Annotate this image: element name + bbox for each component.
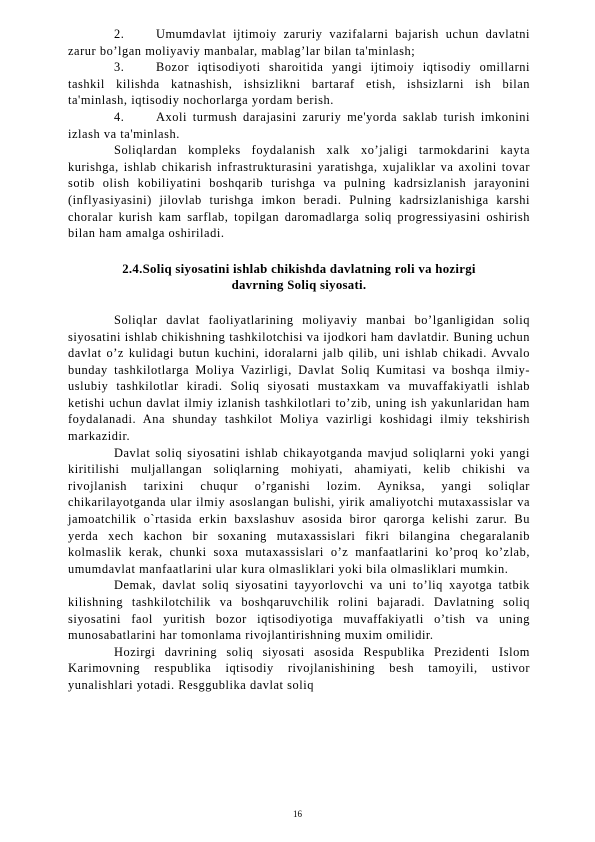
section-heading-line2: davrning Soliq siyosati. xyxy=(231,278,367,293)
list-item-4 xyxy=(68,109,530,142)
document-page xyxy=(68,26,530,694)
intro-paragraph: Soliqlardan kompleks foydalanish xalk xo’jaligi tarmokdarini kayta kurishga, ishlab chikarish infrastrukturasini yaratishga, xujaliklar va axolini tovar sotib olish kobiliyatini boshqarib turishga va pulning kadrsizlanish jarayonini (inflyasiyasini) jilovlab turishga imkon beradi. Pulning kadrsizlanishiga karshi choralar kurish kam sarflab, topilgan daromadlarga soliq progressiyasini oshirish bilan ham amalga oshiriladi. xyxy=(68,143,530,241)
list-text: Umumdavlat ijtimoiy zaruriy vazifalarni bajarish uchun davlatni zarur bo’lgan moliyaviy manbalar, mablag’lar bilan ta'minlash; xyxy=(68,27,530,58)
body-paragraph: Davlat soliq siyosatini ishlab chikayotganda mavjud soliqlarni yoki yangi kiritilishi muljallangan soliqlarning mohiyati, ahamiyati, kelib chikishi va rivojlanish tarixini chuqur o’rganishi lozim. Ayniksa, yangi soliqlar chikarilayotganda ular ilmiy asoslangan bulishi, yirik amaliyotchi mutaxassislar va jamoatchilik o`rtasida erkin baxslashuv asosida biror qarorga kelishi zarur. Bu yerda xech kachon bir soxaning mutaxassislari fikri bilangina chegaralanib kolmaslik kerak, chunki soxa mutaxassislari o’z manfaatlarini ko’proq ko’zlab, umumdavlat manfaatlarini ular kura olmasliklari yoki bila olmasliklari mumkin. xyxy=(68,445,530,576)
list-text: Axoli turmush darajasini zaruriy me'yorda saklab turish imkonini izlash va ta'minlash. xyxy=(68,109,530,141)
body-paragraph: Soliqlar davlat faoliyatlarining moliyaviy manbai bo’lganligidan soliq siyosatini ishlab chikishning tashkilotchisi va ijodkori ham davlatdir. Buning uchun davlat o’z kulidagi butun kuchini, idoralarni jalb qilib, uni ishlab chikadi. Avvalo bunday tashkilotlarga Moliya Vazirligi, Davlat Soliq Kumitasi va boshqa ilmiy-uslubiy tashkilotlar kiradi. Soliq siyosati mustaxkam va muvaffakiyatli ishlab ketishi uchun davlat ilmiy izlanish tashkilotlari to’zib, uning ish yakunlaridan ham foydalanadi. Ana shunday tashkilot Moliya vazirligi koshidagi ilmiy tekshirish markazidir. xyxy=(68,312,530,444)
list-number: 2. xyxy=(114,27,125,41)
list-item-3 xyxy=(68,59,530,109)
list-item-2 xyxy=(68,26,530,59)
list-number: 3. xyxy=(114,60,125,75)
page-number: 16 xyxy=(293,809,302,819)
list-number: 4. xyxy=(114,109,125,124)
section-heading-line1: 2.4.Soliq siyosatini ishlab chikishda davlatning roli va hozirgi xyxy=(122,261,476,276)
list-text: Bozor iqtisodiyoti sharoitida yangi ijtimoiy iqtisodiy omillarni tashkil kilishda katnashish, ishsizlikni bartaraf etish, ishsizlarni ish bilan ta'minlash, iqtisodiy nochorlarga yordam berish. xyxy=(68,60,530,108)
body-paragraph: Demak, davlat soliq siyosatini tayyorlovchi va uni to’liq xayotga tatbik kilishning tashkilotchilik va boshqaruvchilik rolini bajaradi. Davlatning soliq siyosatini faol yuritish bozor iqtisodiyotiga muvaffakiyatli o’tish va uning munosabatlarini har tomonlama rivojlantirishning muxim omilidir. xyxy=(68,578,530,643)
body-paragraph: Hozirgi davrining soliq siyosati asosida Respublika Prezidenti Islom Karimovning respublika iqtisodiy rivojlanishining besh tamoyili, ustivor yunalishlari yotadi. Resggublika davlat soliq xyxy=(68,644,530,692)
section-heading xyxy=(68,261,530,294)
